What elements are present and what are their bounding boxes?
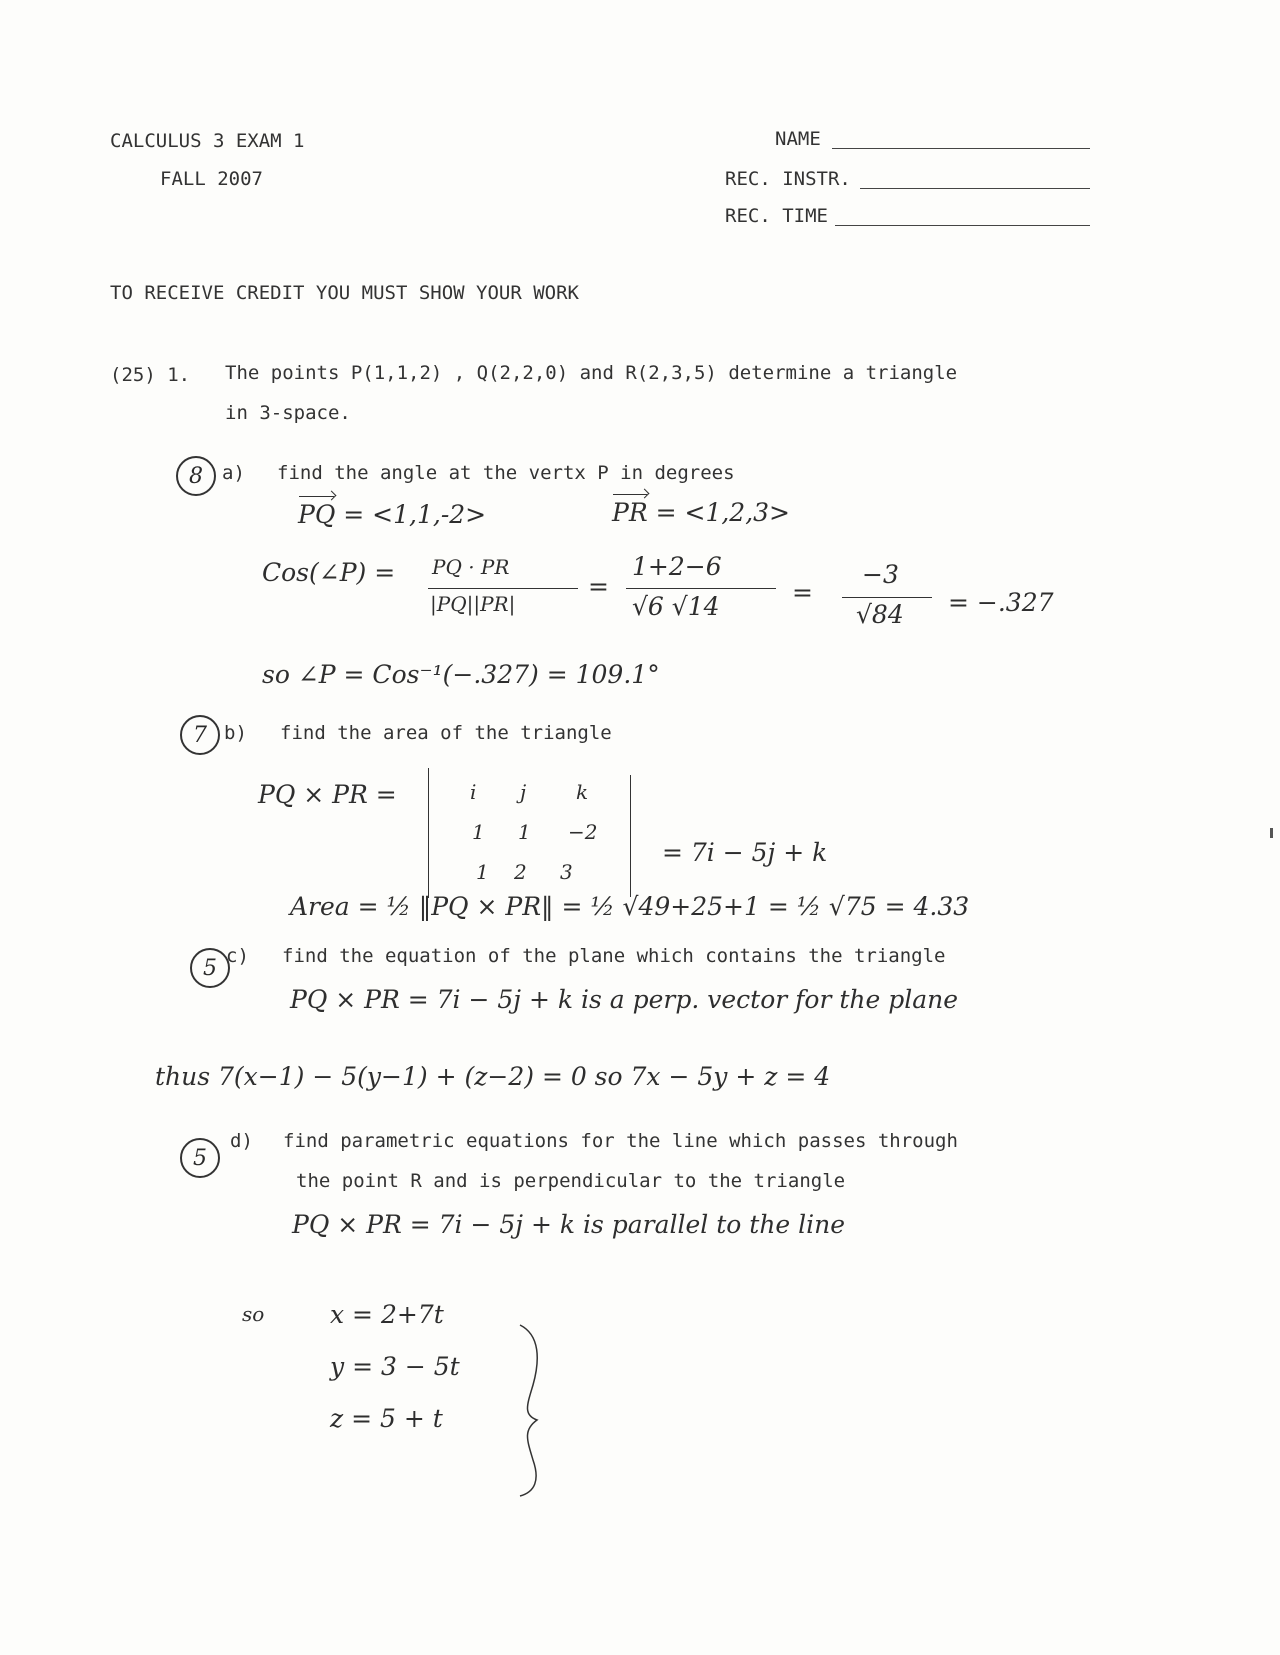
det-r1c3: k	[576, 780, 589, 804]
part-b-question: find the area of the triangle	[280, 722, 612, 744]
time-blank	[835, 225, 1090, 226]
det-r3c1: 1	[476, 860, 489, 884]
det-r1c2: j	[520, 780, 527, 804]
det-r2c1: 1	[472, 820, 485, 844]
time-label: REC. TIME	[725, 205, 828, 227]
part-d-label: d)	[230, 1130, 253, 1152]
frac1-bar	[428, 588, 578, 589]
instructions: TO RECEIVE CREDIT YOU MUST SHOW YOUR WORK	[110, 282, 579, 304]
problem-points: (25) 1.	[110, 364, 191, 386]
part-b-label: b)	[224, 722, 247, 744]
determinant-right-bar	[630, 775, 631, 897]
part-d-question-line2: the point R and is perpendicular to the triangle	[296, 1170, 846, 1192]
pq-vector-value: = <1,1,-2>	[343, 500, 487, 529]
frac2-denominator: √6 √14	[632, 592, 720, 621]
problem-statement-line2: in 3-space.	[225, 402, 351, 424]
pr-vector-name: PR	[612, 498, 648, 527]
equals-1: =	[588, 572, 609, 601]
frac3-denominator: √84	[856, 600, 904, 629]
frac1-numerator: PQ · PR	[432, 555, 510, 579]
part-a-label: a)	[222, 462, 245, 484]
part-a-question: find the angle at the vertx P in degrees	[277, 462, 735, 484]
det-r2c2: 1	[518, 820, 531, 844]
area-result: Area = ½ ‖PQ × PR‖ = ½ √49+25+1 = ½ √75 = 4.33	[290, 892, 970, 921]
det-r3c3: 3	[560, 860, 573, 884]
part-c-label: c)	[226, 945, 249, 967]
frac2-numerator: 1+2−6	[632, 552, 722, 581]
score-a: 8	[176, 456, 216, 496]
plane-equation: thus 7(x−1) − 5(y−1) + (z−2) = 0 so 7x − 5y + z = 4	[155, 1062, 831, 1091]
cross-product-result: = 7i − 5j + k	[662, 838, 828, 867]
determinant-left-bar	[428, 768, 429, 898]
instructor-blank	[860, 188, 1090, 189]
direction-vector-line: PQ × PR = 7i − 5j + k is parallel to the line	[292, 1210, 846, 1239]
cross-product-lhs: PQ × PR =	[258, 780, 397, 809]
name-blank	[832, 148, 1090, 149]
part-d-question-line1: find parametric equations for the line which passes through	[283, 1130, 958, 1152]
scan-mark	[1270, 828, 1273, 838]
param-y: y = 3 − 5t	[330, 1352, 460, 1381]
det-r3c2: 2	[514, 860, 527, 884]
det-r2c3: −2	[568, 820, 598, 844]
pq-vector-name: PQ	[298, 500, 336, 529]
angle-result: so ∠P = Cos⁻¹(−.327) = 109.1°	[262, 660, 660, 689]
score-c: 5	[190, 948, 230, 988]
score-b: 7	[180, 715, 220, 755]
normal-vector-line: PQ × PR = 7i − 5j + k is a perp. vector for the plane	[290, 985, 959, 1014]
frac3-bar	[842, 597, 932, 598]
frac3-numerator: −3	[862, 560, 899, 589]
pr-vector	[612, 498, 790, 527]
frac2-bar	[626, 588, 776, 589]
det-r1c1: i	[470, 780, 477, 804]
cos-lhs: Cos(∠P) =	[262, 558, 396, 587]
score-d: 5	[180, 1138, 220, 1178]
cos-result: = −.327	[948, 588, 1054, 617]
pq-vector	[298, 500, 486, 529]
problem-statement-line1: The points P(1,1,2) , Q(2,2,0) and R(2,3,5) determine a triangle	[225, 362, 958, 384]
frac1-denominator: |PQ||PR|	[430, 592, 516, 616]
param-z: z = 5 + t	[330, 1404, 443, 1433]
equals-2: =	[792, 578, 813, 607]
instructor-label: REC. INSTR.	[725, 168, 851, 190]
pr-vector-value: = <1,2,3>	[655, 498, 791, 527]
part-c-question: find the equation of the plane which contains the triangle	[282, 945, 946, 967]
param-x: x = 2+7t	[330, 1300, 444, 1329]
so-label: so	[242, 1302, 265, 1326]
name-label: NAME	[775, 128, 821, 150]
term: FALL 2007	[160, 168, 263, 190]
right-brace	[515, 1320, 555, 1500]
course-title: CALCULUS 3 EXAM 1	[110, 130, 305, 152]
